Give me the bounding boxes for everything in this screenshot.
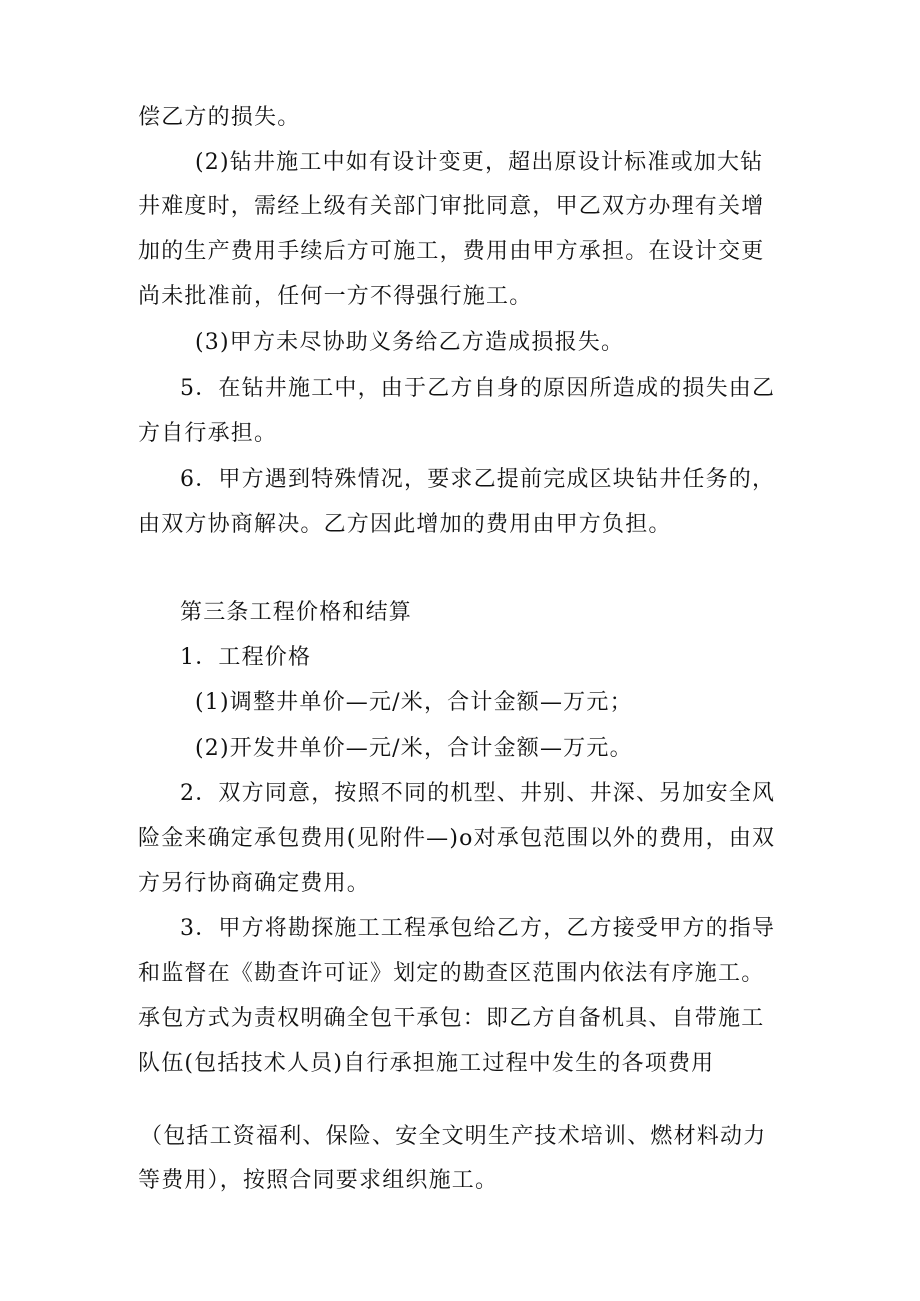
text-line: 5．在钻井施工中，由于乙方自身的原因所造成的损失由乙 — [180, 376, 776, 401]
text-line: (1)调整井单价—元/米，合计金额—万元； — [195, 690, 633, 715]
text-line: 1．工程价格 — [180, 645, 312, 670]
text-line: 方自行承担。 — [138, 421, 278, 446]
text-line: (3)甲方未尽协助义务给乙方造成损报失。 — [195, 330, 625, 355]
text-line: 井难度时，需经上级有关部门审批同意，甲乙双方办理有关增 — [138, 194, 765, 219]
text-line: 险金来确定承包费用(见附件—)o对承包范围以外的费用，由双 — [138, 826, 776, 851]
text-line: (2)钻井施工中如有设计变更，超出原设计标准或加大钻 — [195, 150, 764, 175]
text-line: （包括工资福利、保险、安全文明生产技术培训、燃材料动力 — [140, 1124, 767, 1149]
text-line: 3．甲方将勘探施工工程承包给乙方，乙方接受甲方的指导 — [180, 916, 776, 941]
text-line: (2)开发井单价—元/米，合计金额—万元。 — [195, 736, 633, 761]
section-heading: 第三条工程价格和结算 — [180, 600, 413, 625]
text-line: 由双方协商解决。乙方因此增加的费用由甲方负担。 — [138, 512, 672, 537]
text-line: 等费用），按照合同要求组织施工。 — [138, 1168, 499, 1193]
text-line: 方另行协商确定费用。 — [138, 871, 371, 896]
text-line: 偿乙方的损失。 — [138, 105, 301, 130]
text-line: 队伍(包括技术人员)自行承担施工过程中发生的各项费用 — [138, 1051, 715, 1076]
text-line: 承包方式为责权明确全包干承包：即乙方自备机具、自带施工 — [138, 1006, 765, 1031]
text-line: 加的生产费用手续后方可施工，费用由甲方承担。在设计交更 — [138, 239, 765, 264]
text-line: 和监督在《勘查许可证》划定的勘查区范围内依法有序施工。 — [138, 961, 765, 986]
text-line: 2．双方同意，按照不同的机型、井别、井深、另加安全风 — [180, 781, 776, 806]
text-line: 尚未批准前，任何一方不得强行施工。 — [138, 284, 533, 309]
text-line: 6．甲方遇到特殊情况，要求乙提前完成区块钻井任务的， — [180, 467, 776, 492]
